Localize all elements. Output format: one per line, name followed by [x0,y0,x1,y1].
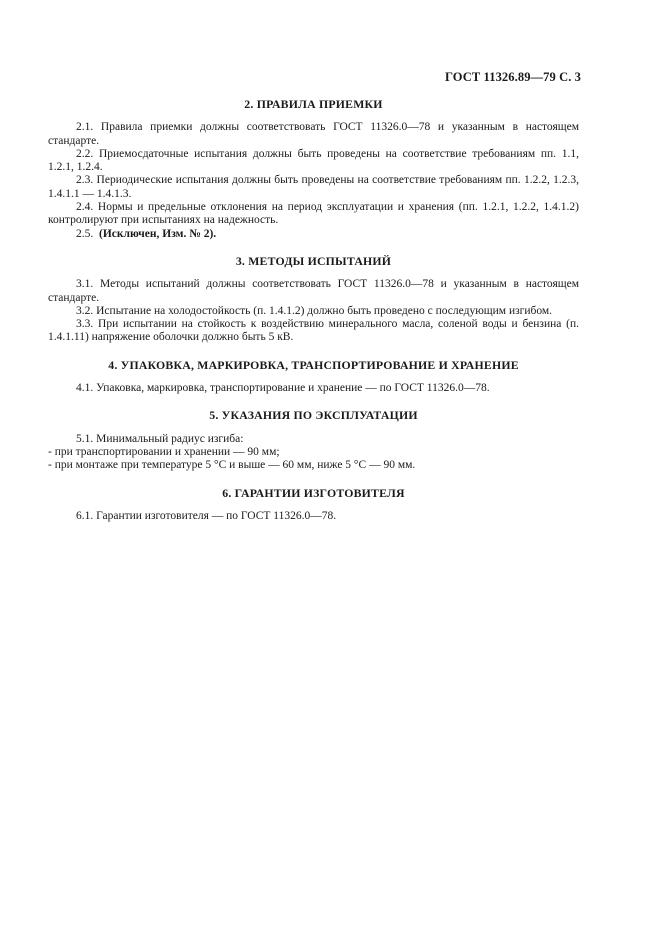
section-operation [48,409,579,472]
section-packaging [48,359,579,396]
paragraph: 2.4. Нормы и предельные отклонения на период эксплуатации и хранения (пп. 1.2.1, 1.2.2, 1.4.1.2) контролируют при испытаниях на надежность. [48,201,579,227]
section-test-methods [48,255,579,345]
section-heading: 6. ГАРАНТИИ ИЗГОТОВИТЕЛЯ [222,485,405,500]
paragraph: 2.1. Правила приемки должны соответствовать ГОСТ 11326.0—78 и указанным в настоящем стандарте. [48,121,579,147]
paragraph: 3.3. При испытании на стойкость к воздействию минерального масла, соленой воды и бензина (п. 1.4.1.11) напряжение оболочки должно быть 5 кВ. [48,318,579,344]
paragraph: 6.1. Гарантии изготовителя — по ГОСТ 11326.0—78. [76,509,337,522]
section-heading: 4. УПАКОВКА, МАРКИРОВКА, ТРАНСПОРТИРОВАНИЕ И ХРАНЕНИЕ [108,357,519,372]
excluded-note: (Исключен, Изм. № 2). [99,227,217,240]
section-heading: 2. ПРАВИЛА ПРИЕМКИ [244,97,383,111]
page-header: ГОСТ 11326.89—79 С. 3 [445,70,581,84]
section-heading: 5. УКАЗАНИЯ ПО ЭКСПЛУАТАЦИИ [209,408,418,423]
paragraph: 3.2. Испытание на холодостойкость (п. 1.4.1.2) должно быть проведено с последующим изгибом. [76,304,553,317]
paragraph: 2.3. Периодические испытания должны быть проведены на соответствие требованиям пп. 1.2.2, 1.2.3, 1.4.1.1 — 1.4.1.3. [48,174,579,200]
section-heading: 3. МЕТОДЫ ИСПЫТАНИЙ [235,253,392,268]
paragraph-number: 2.5. [76,227,94,240]
paragraph: 3.1. Методы испытаний должны соответствовать ГОСТ 11326.0—78 и указанным в настоящем стандарте. [48,278,579,304]
section-acceptance-rules [48,98,579,241]
paragraph: 4.1. Упаковка, маркировка, транспортирование и хранение — по ГОСТ 11326.0—78. [76,382,490,395]
list-item: - при транспортировании и хранении — 90 мм; [48,445,280,458]
document-body [48,98,579,537]
paragraph-excluded [48,228,579,241]
list-item: - при монтаже при температуре 5 °С и выше — 60 мм, ниже 5 °С — 90 мм. [48,459,416,472]
paragraph: 2.2. Приемосдаточные испытания должны быть проведены на соответствие требованиям пп. 1.1, 1.2.1, 1.2.4. [48,147,579,174]
section-warranty [48,487,579,524]
paragraph: 5.1. Минимальный радиус изгиба: [76,432,244,445]
